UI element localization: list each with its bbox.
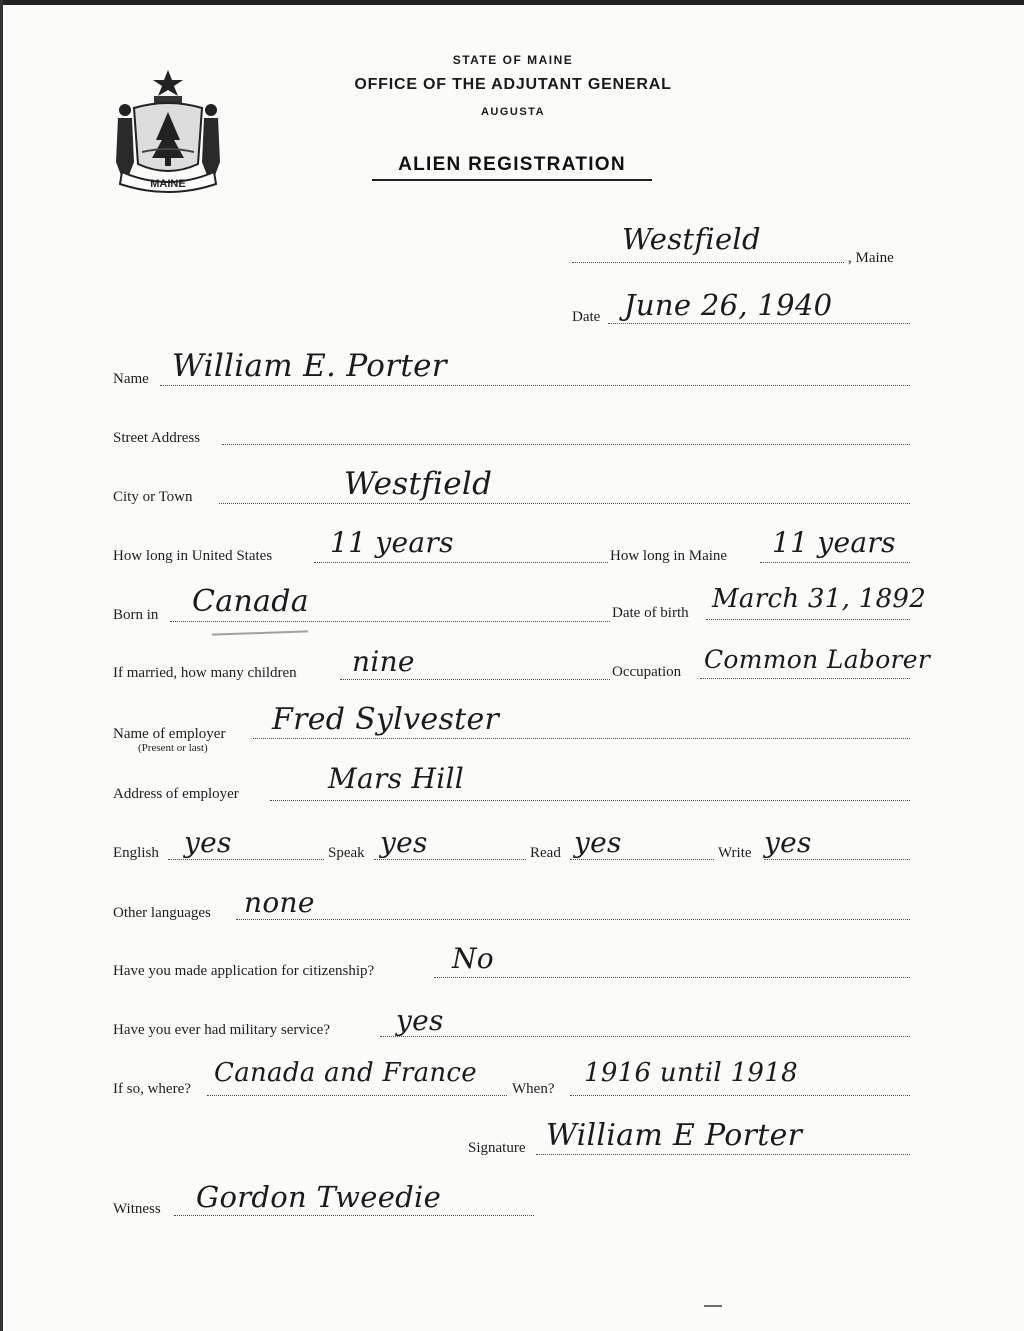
born-value: Canada xyxy=(192,584,309,619)
employer-line xyxy=(253,738,910,739)
born-label: Born in xyxy=(113,607,159,623)
seal-label: MAINE xyxy=(150,178,186,190)
english-line xyxy=(168,859,324,860)
form-title: ALIEN REGISTRATION xyxy=(372,154,652,181)
employer-address-label: Address of employer xyxy=(113,786,239,802)
where-value: Canada and France xyxy=(214,1058,477,1088)
citizenship-line xyxy=(434,977,910,978)
read-label: Read xyxy=(530,845,561,861)
stray-mark xyxy=(704,1305,722,1307)
witness-value: Gordon Tweedie xyxy=(196,1180,442,1214)
speak-line xyxy=(374,859,526,860)
children-value: nine xyxy=(352,645,415,678)
employer-address-value: Mars Hill xyxy=(328,762,465,795)
header-city: AUGUSTA xyxy=(480,106,546,118)
street-line xyxy=(222,444,910,445)
name-value: William E. Porter xyxy=(172,348,447,384)
years-maine-label: How long in Maine xyxy=(610,548,728,564)
years-us-label: How long in United States xyxy=(113,548,273,564)
children-line xyxy=(340,679,610,680)
header-office: OFFICE OF THE ADJUTANT GENERAL xyxy=(354,76,672,93)
speak-label: Speak xyxy=(328,845,365,861)
where-label: If so, where? xyxy=(113,1081,191,1097)
maine-suffix: , Maine xyxy=(848,250,894,266)
years-maine-line xyxy=(760,562,910,563)
seal-star xyxy=(153,70,183,96)
witness-label: Witness xyxy=(113,1201,161,1217)
military-value: yes xyxy=(396,1004,444,1037)
citizenship-value: No xyxy=(452,942,494,975)
city-value: Westfield xyxy=(344,466,493,502)
name-line xyxy=(160,385,910,386)
dob-line xyxy=(706,619,910,620)
town-line xyxy=(572,262,844,263)
read-value: yes xyxy=(574,826,622,859)
where-line xyxy=(207,1095,507,1096)
date-label: Date xyxy=(572,309,601,325)
maine-state-seal xyxy=(112,66,224,198)
date-line xyxy=(608,323,910,324)
when-label: When? xyxy=(512,1081,555,1097)
when-value: 1916 until 1918 xyxy=(584,1058,798,1088)
when-line xyxy=(570,1095,910,1096)
dob-value: March 31, 1892 xyxy=(712,584,927,614)
born-line xyxy=(170,621,610,622)
write-value: yes xyxy=(764,826,812,859)
city-line xyxy=(219,503,910,504)
english-value: yes xyxy=(184,826,232,859)
employer-label: Name of employer xyxy=(113,726,226,742)
header-state: STATE OF MAINE xyxy=(452,53,574,67)
witness-line xyxy=(174,1215,534,1216)
occupation-line xyxy=(700,678,910,679)
years-maine-value: 11 years xyxy=(772,526,896,559)
english-label: English xyxy=(113,845,159,861)
children-label: If married, how many children xyxy=(113,665,297,681)
signature-label: Signature xyxy=(468,1140,526,1156)
write-label: Write xyxy=(718,845,752,861)
other-languages-value: none xyxy=(244,886,315,919)
occupation-value: Common Laborer xyxy=(704,645,931,674)
employer-address-line xyxy=(270,800,910,801)
military-line xyxy=(380,1036,910,1037)
signature-line xyxy=(536,1154,910,1155)
date-value: June 26, 1940 xyxy=(624,288,833,322)
other-languages-label: Other languages xyxy=(113,905,211,921)
town-value: Westfield xyxy=(622,222,761,256)
years-us-line xyxy=(314,562,608,563)
write-line xyxy=(764,859,910,860)
other-languages-line xyxy=(236,919,910,920)
born-underline-mark xyxy=(212,630,308,635)
employer-note: (Present or last) xyxy=(138,742,208,754)
employer-value: Fred Sylvester xyxy=(272,702,500,737)
name-label: Name xyxy=(113,371,149,387)
signature-value: William E Porter xyxy=(546,1118,803,1153)
city-label: City or Town xyxy=(113,489,193,505)
citizenship-label: Have you made application for citizenship? xyxy=(113,963,375,979)
read-line xyxy=(570,859,714,860)
speak-value: yes xyxy=(380,826,428,859)
dob-label: Date of birth xyxy=(612,605,689,621)
street-label: Street Address xyxy=(113,430,201,446)
years-us-value: 11 years xyxy=(330,526,454,559)
military-label: Have you ever had military service? xyxy=(113,1022,330,1038)
occupation-label: Occupation xyxy=(612,664,682,680)
